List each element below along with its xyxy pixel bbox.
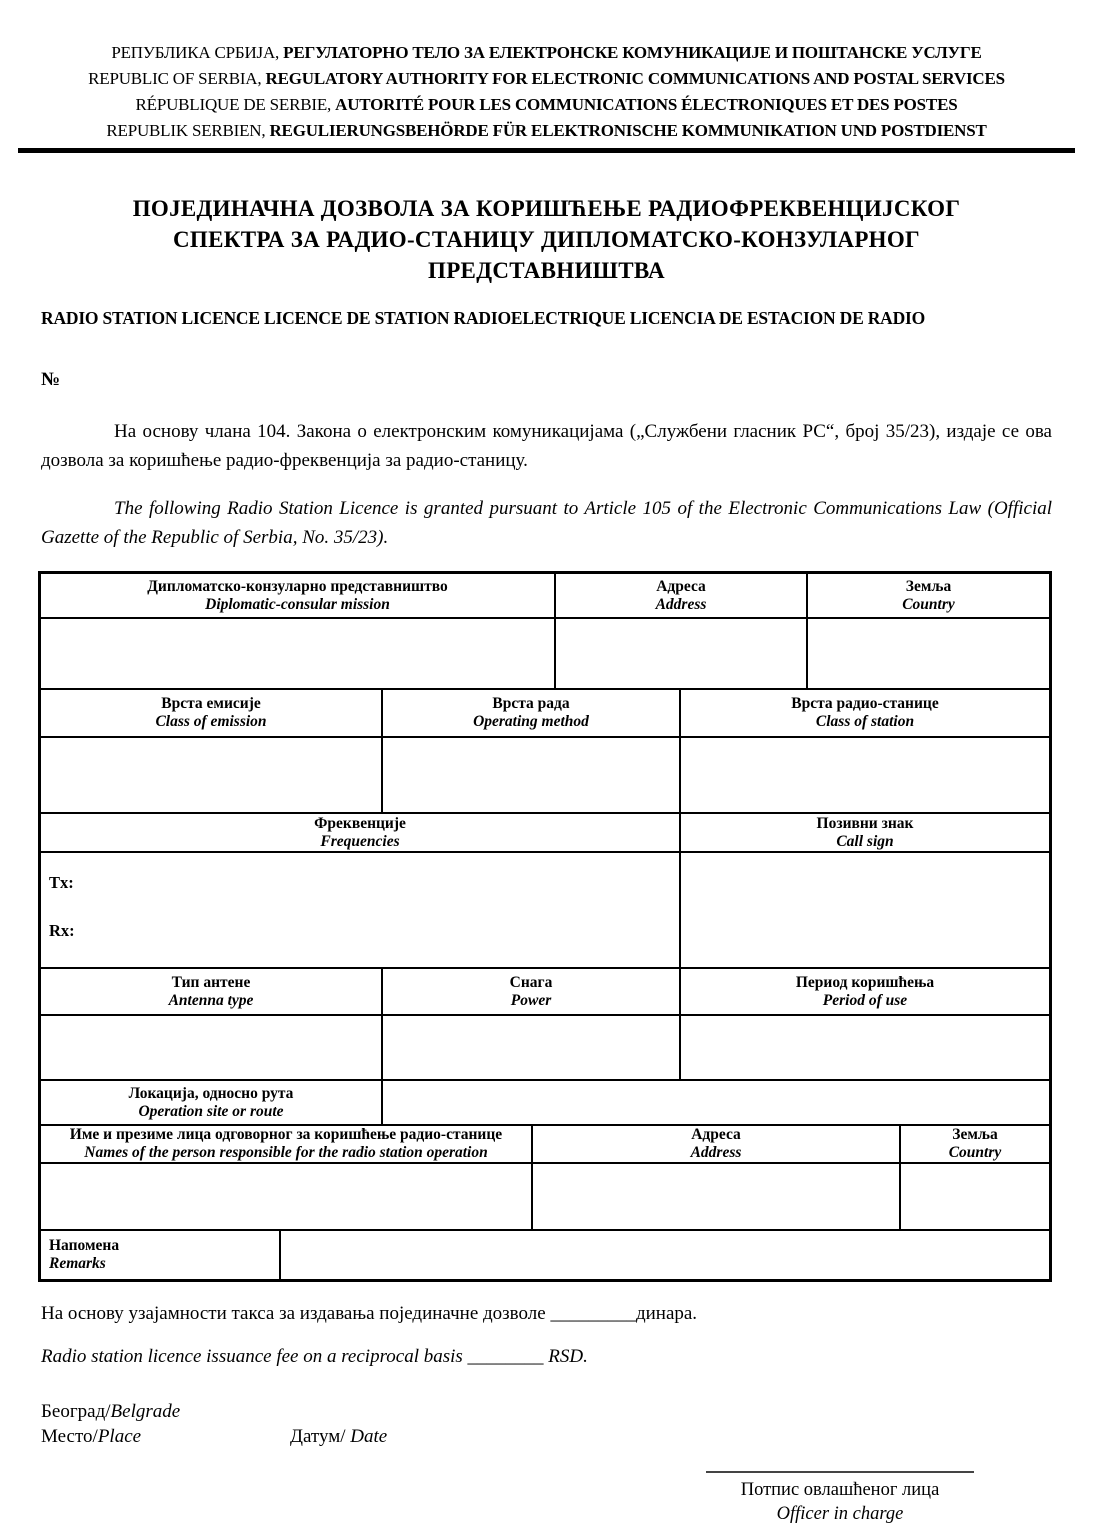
- operating-method-value-cell: [383, 738, 681, 812]
- fee-blank-en: ________: [467, 1346, 544, 1367]
- date-pair: [290, 1424, 387, 1449]
- city-line: [41, 1399, 1052, 1424]
- responsible-country-label-en: Country: [948, 1144, 1002, 1161]
- licence-form-table: [38, 571, 1052, 1282]
- location-header-cell: [41, 1081, 383, 1124]
- letterhead-authority-sr: РЕГУЛАТОРНО ТЕЛО ЗА ЕЛЕКТРОНСКЕ КОМУНИКАЦИЈЕ И ПОШТАНСКЕ УСЛУГЕ: [283, 43, 982, 62]
- fee-suffix-en: RSD.: [543, 1346, 588, 1367]
- signature-label-en: Officer in charge: [776, 1504, 904, 1524]
- responsible-label-sr: Име и презиме лица одговорног за коришћење радио-станице: [69, 1126, 503, 1143]
- city-label-sr: Београд: [41, 1401, 106, 1422]
- mission-address-header-cell: [556, 574, 808, 617]
- remarks-header-cell: [41, 1231, 281, 1279]
- responsible-address-header-cell: [533, 1126, 901, 1162]
- emission-label-en: Class of emission: [155, 713, 267, 730]
- remarks-value-cell: [281, 1231, 1049, 1279]
- letterhead: [0, 0, 1093, 144]
- intro-paragraph-serbian: На основу члана 104. Закона о електронским комуникацијама („Службени гласник РС“, број 35/23), издаје се ова дозвола за коришћење радио-фреквенција за радио-станицу.: [41, 421, 1052, 471]
- emission-value-cell: [41, 738, 383, 812]
- fee-blank-sr: _________: [550, 1303, 636, 1324]
- location-value-cell: [383, 1081, 1049, 1124]
- address-label-en: Address: [655, 595, 707, 613]
- responsible-label-en: Names of the person responsible for the radio station operation: [84, 1144, 488, 1161]
- letterhead-authority-en: REGULATORY AUTHORITY FOR ELECTRONIC COMMUNICATIONS AND POSTAL SERVICES: [265, 69, 1005, 88]
- emission-header-cell: [41, 690, 383, 736]
- emission-value-row: [41, 738, 1049, 814]
- emission-label-sr: Врста емисије: [161, 695, 261, 712]
- station-class-label-en: Class of station: [815, 713, 915, 730]
- letterhead-country-fr: RÉPUBLIQUE DE SERBIE,: [135, 95, 336, 114]
- station-class-value-cell: [681, 738, 1049, 812]
- place-date-line: [41, 1424, 1052, 1449]
- frequencies-label-sr: Фреквенције: [314, 814, 406, 832]
- date-label-sr: Датум: [290, 1426, 341, 1447]
- mission-header-cell: [41, 574, 556, 617]
- frequencies-label-en: Frequencies: [320, 832, 400, 850]
- frequencies-header-cell: [41, 814, 681, 851]
- responsible-value-row: [41, 1164, 1049, 1231]
- fee-suffix-sr: динара.: [635, 1303, 698, 1324]
- title-line-3: ПРЕДСТАВНИШТВА: [428, 258, 665, 283]
- responsible-country-label-sr: Земља: [952, 1126, 998, 1143]
- power-value-cell: [383, 1016, 681, 1079]
- frequencies-value-row: [41, 853, 1049, 969]
- location-label-en: Operation site or route: [138, 1102, 284, 1120]
- responsible-header-row: [41, 1126, 1049, 1164]
- mission-label-sr: Дипломатско-конзуларно представништво: [147, 577, 448, 595]
- signature-line: [706, 1471, 974, 1473]
- operating-method-header-cell: [383, 690, 681, 736]
- letterhead-authority-de: REGULIERUNGSBEHÖRDE FÜR ELEKTRONISCHE KOMMUNIKATION UND POSTDIENST: [269, 121, 987, 140]
- frequencies-header-row: [41, 814, 1049, 853]
- date-separator: /: [340, 1426, 351, 1447]
- callsign-header-cell: [681, 814, 1049, 851]
- place-label-sr: Место: [41, 1426, 93, 1447]
- letterhead-authority-fr: AUTORITÉ POUR LES COMMUNICATIONS ÉLECTRONIQUES ET DES POSTES: [335, 95, 958, 114]
- fee-line-english: [41, 1345, 1052, 1369]
- power-header-cell: [383, 969, 681, 1014]
- responsible-country-header-cell: [901, 1126, 1049, 1162]
- frequencies-value-cell: [41, 853, 681, 967]
- callsign-label-en: Call sign: [836, 832, 894, 850]
- tx-label: Tx:: [49, 873, 74, 892]
- antenna-label-en: Antenna type: [168, 991, 254, 1009]
- signature-label-sr: Потпис овлашћеног лица: [740, 1480, 940, 1500]
- country-label-en: Country: [902, 595, 955, 613]
- document-title: [0, 193, 1093, 286]
- antenna-header-cell: [41, 969, 383, 1014]
- fee-line-serbian: [41, 1302, 1052, 1326]
- letterhead-line-serbian: [0, 40, 1093, 66]
- licence-number-label: №: [41, 369, 61, 390]
- station-class-header-cell: [681, 690, 1049, 736]
- address-label-sr: Адреса: [656, 577, 706, 595]
- city-label-en: Belgrade: [110, 1401, 181, 1422]
- power-label-sr: Снага: [509, 973, 553, 991]
- fee-text-sr: На основу узајамности такса за издавања појединачне дозволе: [41, 1303, 551, 1324]
- period-label-en: Period of use: [822, 991, 908, 1009]
- callsign-label-sr: Позивни знак: [816, 814, 914, 832]
- fee-text-en: Radio station licence issuance fee on a reciprocal basis: [41, 1346, 468, 1367]
- period-value-cell: [681, 1016, 1049, 1079]
- letterhead-country-sr: РЕПУБЛИКА СРБИЈА,: [111, 43, 284, 62]
- place-separator: /: [92, 1426, 98, 1447]
- period-label-sr: Период коришћења: [795, 973, 935, 991]
- date-label-en: Date: [350, 1426, 388, 1447]
- station-class-label-sr: Врста радио-станице: [791, 695, 939, 712]
- power-label-en: Power: [510, 991, 552, 1009]
- country-label-sr: Земља: [905, 577, 952, 595]
- place-label-en: Place: [97, 1426, 142, 1447]
- remarks-label-sr: Напомена: [49, 1237, 120, 1254]
- title-line-1: ПОЈЕДИНАЧНА ДОЗВОЛА ЗА КОРИШЋЕЊЕ РАДИОФРЕКВЕНЦИЈСКОГ: [132, 196, 961, 221]
- operating-method-label-sr: Врста рада: [492, 695, 570, 712]
- callsign-value-cell: [681, 853, 1049, 967]
- antenna-value-cell: [41, 1016, 383, 1079]
- signature-block: [694, 1471, 986, 1526]
- antenna-header-row: [41, 969, 1049, 1016]
- intro-paragraph-english: The following Radio Station Licence is granted pursuant to Article 105 of the Electronic Communications Law (Official Gazette of the Republic of Serbia, No. 35/23).: [41, 498, 1052, 548]
- document-subtitle: RADIO STATION LICENCE LICENCE DE STATION RADIOELECTRIQUE LICENCIA DE ESTACION DE RADIO: [41, 308, 926, 328]
- letterhead-country-en: REPUBLIC OF SERBIA,: [88, 69, 266, 88]
- title-line-2: СПЕКТРА ЗА РАДИО-СТАНИЦУ ДИПЛОМАТСКО-КОНЗУЛАРНОГ: [173, 227, 920, 252]
- mission-value-cell: [41, 619, 556, 688]
- letterhead-line-english: [0, 66, 1093, 92]
- operating-method-label-en: Operating method: [473, 713, 589, 730]
- mission-country-header-cell: [808, 574, 1049, 617]
- remarks-row: [41, 1231, 1049, 1279]
- mission-header-row: [41, 574, 1049, 619]
- letterhead-line-german: [0, 118, 1093, 144]
- responsible-header-cell: [41, 1126, 533, 1162]
- responsible-address-label-en: Address: [690, 1144, 742, 1161]
- mission-value-row: [41, 619, 1049, 690]
- letterhead-country-de: REPUBLIK SERBIEN,: [106, 121, 270, 140]
- mission-label-en: Diplomatic-consular mission: [205, 595, 390, 613]
- responsible-address-label-sr: Адреса: [691, 1126, 741, 1143]
- antenna-label-sr: Тип антене: [171, 973, 251, 991]
- emission-header-row: [41, 690, 1049, 738]
- antenna-value-row: [41, 1016, 1049, 1081]
- responsible-address-value-cell: [533, 1164, 901, 1229]
- location-label-sr: Локација, односно рута: [128, 1084, 294, 1102]
- responsible-country-value-cell: [901, 1164, 1049, 1229]
- mission-address-value-cell: [556, 619, 808, 688]
- responsible-value-cell: [41, 1164, 533, 1229]
- header-divider-rule: [18, 148, 1075, 153]
- location-row: [41, 1081, 1049, 1126]
- place-pair: [41, 1424, 290, 1449]
- remarks-label-en: Remarks: [49, 1255, 106, 1272]
- letterhead-line-french: [0, 92, 1093, 118]
- period-header-cell: [681, 969, 1049, 1014]
- mission-country-value-cell: [808, 619, 1049, 688]
- rx-label: Rx:: [49, 921, 75, 940]
- city-separator: /: [105, 1401, 111, 1422]
